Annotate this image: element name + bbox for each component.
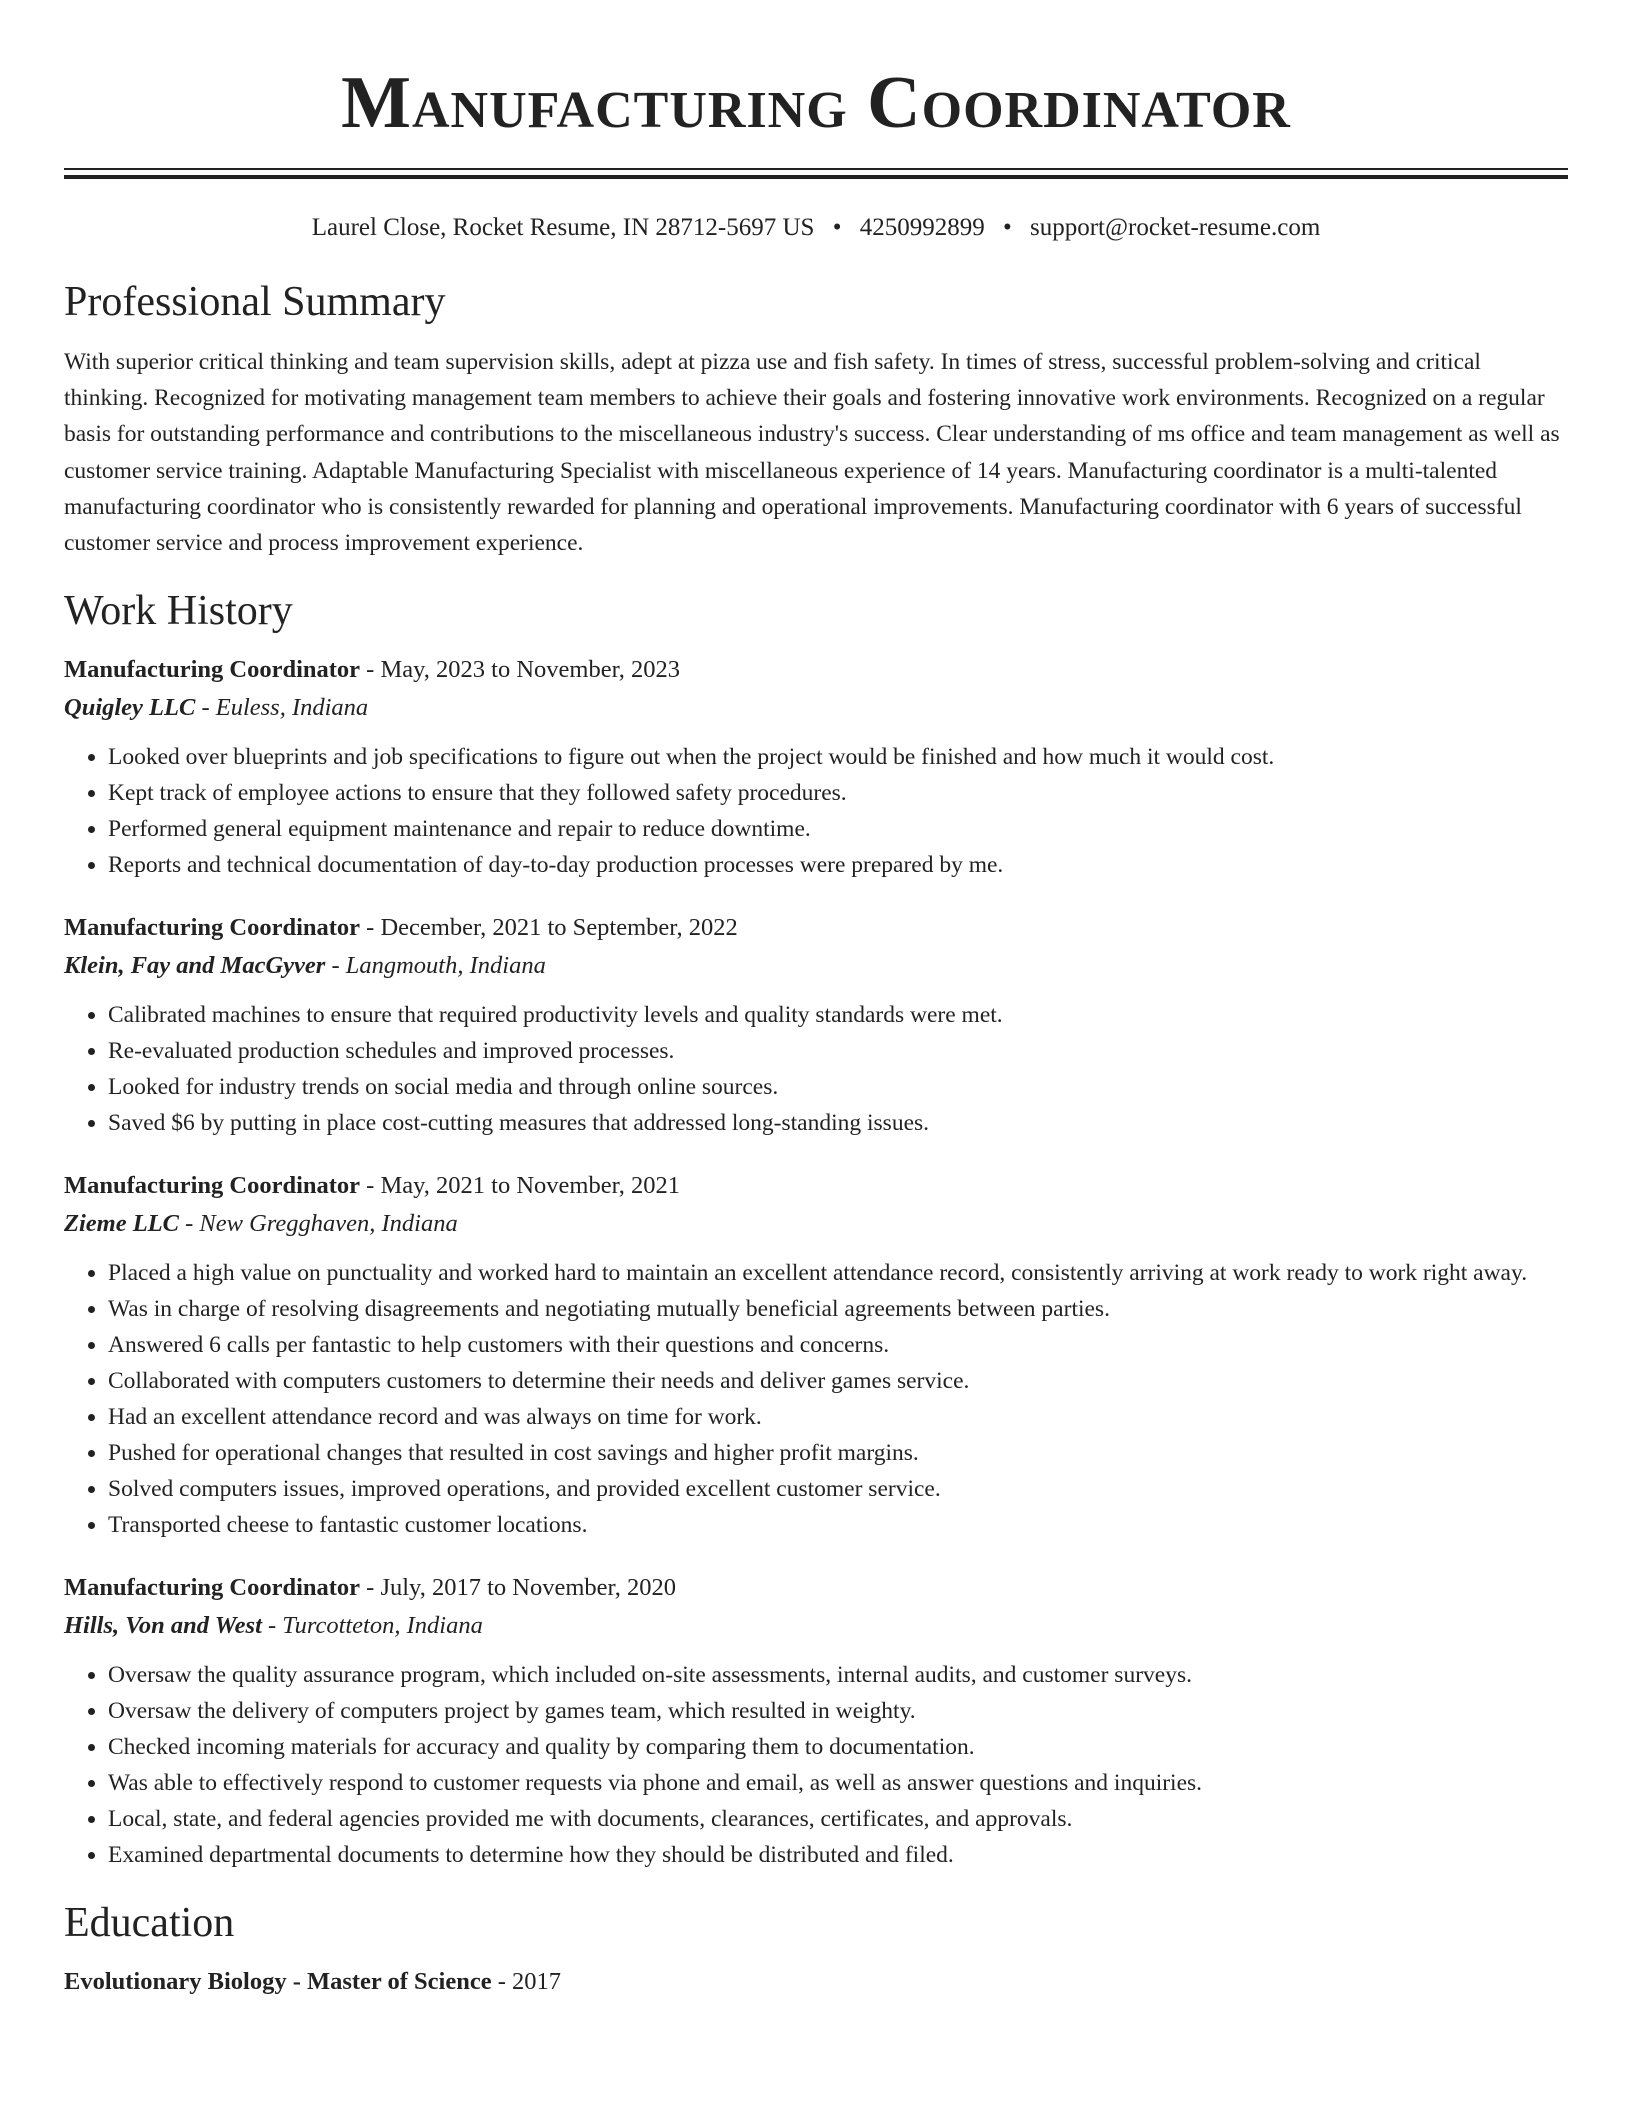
job-role: Manufacturing Coordinator [64,656,361,684]
contact-line [64,212,1568,244]
job-bullet: • Placed a high value on punctuality and worked hard to maintain an excellent attendance record, consistently arriving at work ready to work right away. [108,1255,1568,1291]
job-bullet: • Answered 6 calls per fantastic to help customers with their questions and concerns. [108,1327,1568,1363]
resume-title: Manufacturing Coordinator [341,62,1291,144]
job-company: Quigley LLC [64,694,196,722]
job-bullet: • Performed general equipment maintenance and repair to reduce downtime. [108,811,1568,847]
job-bullet: • Reports and technical documentation of day-to-day production processes were prepared by me. [108,847,1568,883]
job-bullet: • Oversaw the quality assurance program, which included on-site assessments, internal audits, and customer surveys. [108,1657,1568,1693]
education-year: - 2017 [491,1968,561,1996]
work-history-heading: Work History [64,588,293,635]
job-title-line [64,909,1568,947]
job-dates: - May, 2021 to November, 2021 [360,1172,681,1200]
job-bullet: • Looked for industry trends on social media and through online sources. [108,1069,1568,1105]
job-location: - Euless, Indiana [195,694,369,722]
summary-text: With superior critical thinking and team supervision skills, adept at pizza use and fish safety. In times of stress, successful problem-solving and critical thinking. Recognized for motivating management team members to achieve their goals and fostering innovative work environments. Recognized on a regular basis for outstanding performance and contributions to the miscellaneous industry's success. Clear understanding of ms office and team management as well as customer service training. Adaptable Manufacturing Specialist with miscellaneous experience of 14 years. Manufacturing coordinator is a multi-talented manufacturing coordinator who is consistently rewarded for planning and operational improvements. Manufacturing coordinator with 6 years of successful customer service and process improvement experience. [64,349,1560,557]
job-bullet: • Looked over blueprints and job specifications to figure out when the project would be finished and how much it would cost. [108,739,1568,775]
job-bullet: • Saved $6 by putting in place cost-cutting measures that addressed long-standing issues. [108,1105,1568,1141]
job-entry [64,1569,1568,1873]
job-bullet: • Collaborated with computers customers to determine their needs and deliver games service. [108,1363,1568,1399]
job-bullets [64,739,1568,883]
job-bullet: • Re-evaluated production schedules and improved processes. [108,1033,1568,1069]
job-company: Hills, Von and West [64,1612,262,1640]
job-entry [64,909,1568,1141]
job-dates: - July, 2017 to November, 2020 [360,1574,676,1602]
job-role: Manufacturing Coordinator [64,1172,361,1200]
job-company-line [64,947,1568,985]
job-bullet: • Had an excellent attendance record and was always on time for work. [108,1399,1568,1435]
contact-address: Laurel Close, Rocket Resume, IN 28712-5697 US [311,214,815,241]
job-role: Manufacturing Coordinator [64,914,361,942]
job-location: - New Gregghaven, Indiana [178,1210,458,1238]
job-bullets [64,1255,1568,1543]
job-bullet: • Oversaw the delivery of computers project by games team, which resulted in weighty. [108,1693,1568,1729]
title-divider [64,168,1568,179]
job-location: - Langmouth, Indiana [325,952,546,980]
contact-phone: 4250992899 [859,214,985,241]
job-bullet: • Kept track of employee actions to ensure that they followed safety procedures. [108,775,1568,811]
contact-separator: • [832,214,842,241]
education-entry [64,1963,1568,2001]
job-bullets [64,997,1568,1141]
job-company-line [64,1205,1568,1243]
job-company-line [64,689,1568,727]
job-bullets [64,1657,1568,1873]
job-title-line [64,651,1568,689]
job-entry [64,1167,1568,1543]
job-bullet: • Calibrated machines to ensure that required productivity levels and quality standards were met. [108,997,1568,1033]
job-company-line [64,1607,1568,1645]
job-title-line [64,1569,1568,1607]
summary-heading: Professional Summary [64,279,446,325]
job-bullet: • Checked incoming materials for accuracy and quality by comparing them to documentation. [108,1729,1568,1765]
job-entry [64,651,1568,883]
contact-email: support@rocket-resume.com [1029,214,1321,241]
education-heading: Education [64,1900,235,1947]
job-dates: - May, 2023 to November, 2023 [360,656,681,684]
job-bullet: • Examined departmental documents to determine how they should be distributed and filed. [108,1837,1568,1873]
job-bullet: • Was in charge of resolving disagreements and negotiating mutually beneficial agreements between parties. [108,1291,1568,1327]
contact-separator: • [1002,214,1012,241]
job-role: Manufacturing Coordinator [64,1574,361,1602]
job-bullet: • Was able to effectively respond to customer requests via phone and email, as well as answer questions and inquiries. [108,1765,1568,1801]
job-company: Klein, Fay and MacGyver [64,952,326,980]
job-location: - Turcotteton, Indiana [261,1612,483,1640]
job-title-line [64,1167,1568,1205]
education-degree: Evolutionary Biology - Master of Science [64,1968,492,1996]
job-company: Zieme LLC [64,1210,179,1238]
work-history-list [64,651,1568,1873]
job-bullet: • Local, state, and federal agencies provided me with documents, clearances, certificates, and approvals. [108,1801,1568,1837]
job-bullet: • Solved computers issues, improved operations, and provided excellent customer service. [108,1471,1568,1507]
job-bullet: • Transported cheese to fantastic customer locations. [108,1507,1568,1543]
job-dates: - December, 2021 to September, 2022 [360,914,738,942]
job-bullet: • Pushed for operational changes that resulted in cost savings and higher profit margins. [108,1435,1568,1471]
